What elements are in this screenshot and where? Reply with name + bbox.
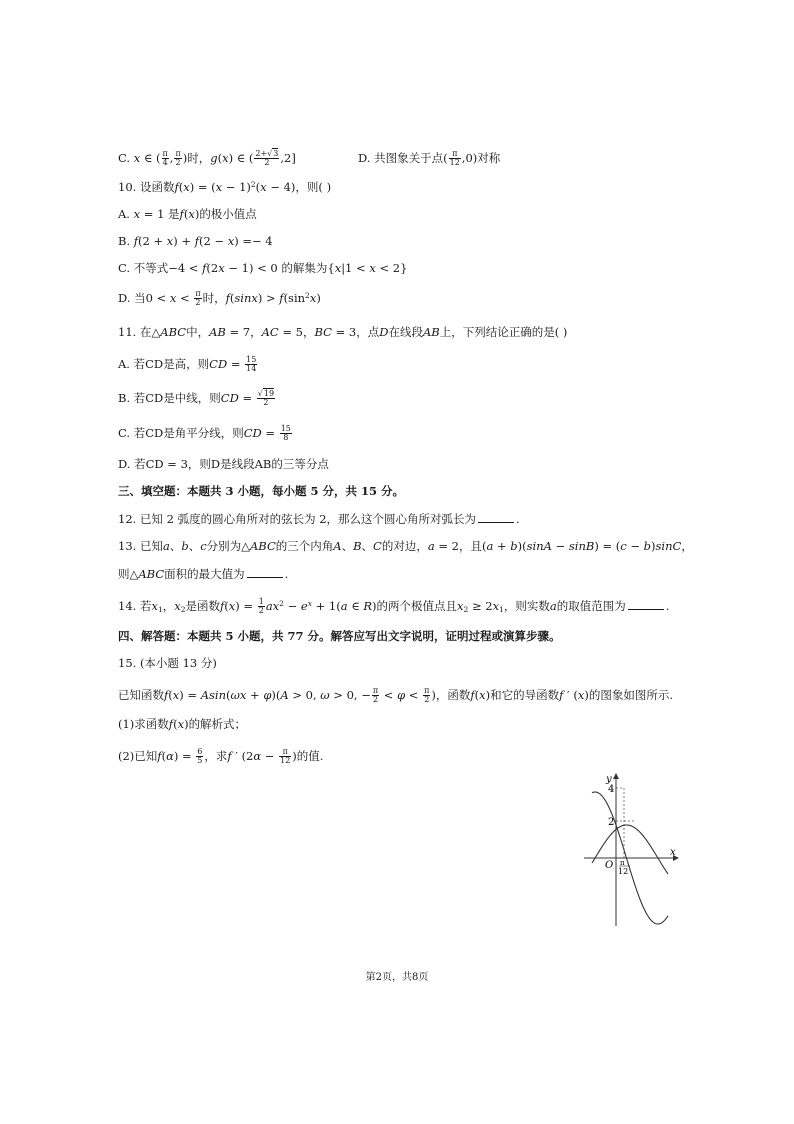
q15-stem: 已知函数f(x) = Asin(ωx + φ)(A > 0, ω > 0, − $\frac{\pi}{2}$ < φ < $\frac{\pi}{2}$ )，函数f(x)和它的导函数f ′ (x)的图象如图所示.	[118, 686, 673, 705]
q15-header: 15. (本小题 13 分)	[118, 656, 217, 670]
q10-option-a: A. x = 1 是f(x)的极小值点	[118, 207, 257, 221]
q13-line-2: 则△ABC面积的最大值为 .	[118, 567, 289, 581]
q12: 12. 已知 2 弧度的圆心角所对的弦长为 2，那么这个圆心角所对弧长为 .	[118, 512, 520, 526]
q11-option-d: D. 若CD = 3，则D是线段AB的三等分点	[118, 457, 329, 471]
q10-option-c: C. 不等式−4 < f(2x − 1) < 0 的解集为{x|1 < x < 2}	[118, 261, 408, 275]
q11-option-c: C. 若CD是角平分线，则CD = $\frac{15}{8}$	[118, 424, 291, 443]
origin-label: O	[605, 860, 614, 871]
q14: 14. 若$x_1$，$x_2$是函数f(x) = $\frac{1}{2}$ $ax^2 - e^x + 1(a$ ∈ R)的两个极值点且$x_2 \ge 2x_1$，则实数a的取值范围为 .	[118, 597, 670, 616]
y-axis-label: y	[606, 774, 612, 785]
q11-option-b: B. 若CD是中线，则CD = $\frac{√19}{2}$	[118, 389, 275, 408]
tick-label-2: 2	[608, 817, 615, 828]
q15-part-1: (1)求函数f(x)的解析式；	[118, 717, 247, 731]
q9-option-c: C. x ∈ ( $\frac{\pi}{4}$ , $\frac{\pi}{2}$ )时，g(x) ∈ ( $\frac{2+√3}{2}$ ,2]	[118, 149, 296, 168]
q9-option-c-d-row	[118, 149, 501, 168]
q10-stem: 10. 设函数$f(x) = (x - 1)^2(x - 4)$，则( )	[118, 180, 332, 194]
section-3-heading: 三、填空题：本题共 3 小题，每小题 5 分，共 15 分。	[118, 484, 405, 498]
answer-blank	[628, 599, 664, 610]
q11-option-a: A. 若CD是高，则CD = $\frac{15}{14}$	[118, 355, 257, 374]
answer-blank	[247, 567, 283, 578]
x-axis-label: x	[670, 847, 676, 858]
answer-blank	[478, 512, 514, 523]
q9-option-d: D. 共图象关于点( $\frac{\pi}{12}$ ,0)对称	[358, 149, 501, 168]
tick-label-12: 12	[618, 867, 629, 876]
q10-option-d: D. 当0 < x < $\frac{\pi}{2}$ 时，$f(\sin x) > f(\sin^2x)$	[118, 289, 321, 308]
tick-label-4: 4	[608, 784, 615, 795]
q10-option-b: B. f(2 + x) + f(2 − x) =− 4	[118, 234, 273, 248]
page-footer: 第2页，共8页	[365, 972, 429, 983]
q13-line-1: 13. 已知a、b、c分别为△ABC的三个内角A、B、C的对边，a = 2，且(a + b)(sinA − sinB) = (c − b)sinC，	[118, 539, 693, 553]
q11-stem: 11. 在△ABC中，AB = 7，AC = 5，BC = 3，点D在线段AB上，下列结论正确的是( )	[118, 325, 568, 339]
function-curve	[592, 825, 668, 874]
q15-part-2: (2)已知f(α) = $\frac{6}{5}$ ，求f ′ (2α − $\frac{\pi}{12}$ )的值.	[118, 747, 324, 766]
section-4-heading: 四、解答题：本题共 5 小题，共 77 分。解答应写出文字说明，证明过程或演算步骤。	[118, 629, 561, 643]
tick-label-pi: π	[620, 859, 625, 867]
function-graph	[580, 770, 684, 930]
